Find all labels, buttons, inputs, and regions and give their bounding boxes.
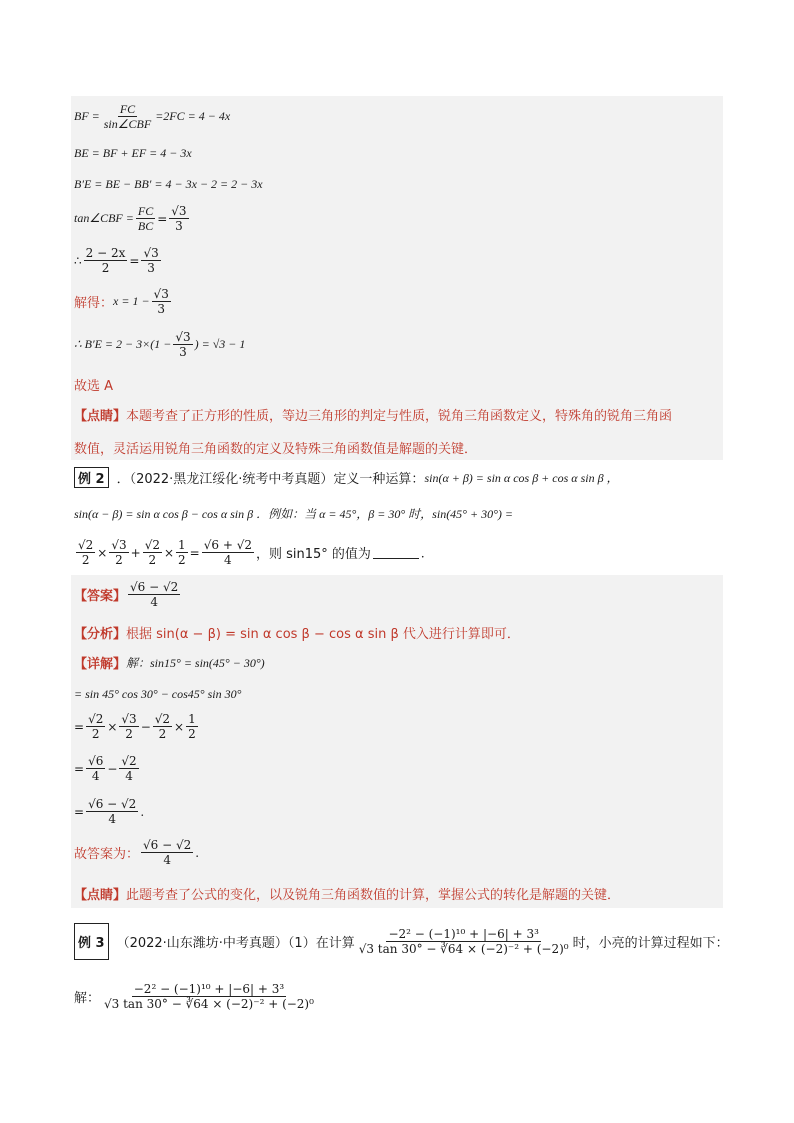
line-final: ∴ B′E = 2 − 3×(1 − $\frac{√3}{3}$ ) = √3 − 1 bbox=[74, 330, 246, 359]
example2-formula2: sin(α − β) = sin α cos β − cos α sin β ．例如：当 α = 45°，β = 30° 时，sin(45° + 30°) = bbox=[74, 507, 513, 521]
comment-1b: 数值，灵活运用锐角三角函数的定义及特殊三角函数值是解题的关键． bbox=[74, 442, 478, 457]
fraction: $\frac{FC}{\text{sin∠CBF}}$ bbox=[103, 102, 152, 131]
example3-solution: 解： $\frac{\text{−2² − (−1)¹⁰ + |−6| + 3³}}{\text{√3 tan 30° − ∛64 × (−2)⁻² + (−2)⁰}}$ bbox=[74, 982, 314, 1011]
example3-header: 例 3 （2022·山东潍坊·中考真题）（1）在计算 $\frac{\text{−2² − (−1)¹⁰ + |−6| + 3³}}{\text{√3 tan 30° − ∛64 × (−2)⁻² + (−2)⁰}}$ 时，小亮的计算过程如下： bbox=[74, 923, 729, 960]
comment-1: 【点睛】 本题考查了正方形的性质，等边三角形的判定与性质，锐角三角函数定义，特殊角的锐角三角函 bbox=[74, 409, 673, 424]
line-bpe: B′E = BE − BB′ = 4 − 3x − 2 = 2 − 3x bbox=[74, 177, 263, 191]
therefore-2: 故答案为： $\frac{√6 - √2}{4}$ . bbox=[74, 838, 200, 867]
step-4: = $\frac{√6 - √2}{4}$ . bbox=[74, 797, 145, 826]
analysis-2: 【分析】 根据 sin(α − β) = sin α cos β − cos α sin β 代入进行计算即可． bbox=[74, 627, 520, 642]
example2-example: $\frac{√2}{2}$ × $\frac{√3}{2}$ + $\frac{√2}{2}$ × $\frac{1}{2}$ = $\frac{√6 + √2}{4}$ ，则 sin15° 的值为 ． bbox=[78, 538, 433, 567]
detail-2: 【详解】 解：sin15° = sin(45° − 30°) bbox=[74, 656, 265, 672]
step-3: = $\frac{√6}{4}$ − $\frac{√2}{4}$ bbox=[74, 754, 137, 783]
comment-2: 【点睛】 此题考查了公式的变化，以及锐角三角函数值的计算，掌握公式的转化是解题的关键． bbox=[74, 888, 621, 903]
line-bf: BF = $\frac{FC}{\text{sin∠CBF}}$ =2FC = 4 − 4x bbox=[74, 102, 231, 131]
line-tan: tan∠CBF = $\frac{FC}{BC}$ = $\frac{√3}{3}$ bbox=[74, 204, 187, 233]
step-1: = sin 45° cos 30° − cos45° sin 30° bbox=[74, 687, 242, 701]
answer-blank bbox=[373, 546, 419, 559]
choose-answer: 故选 A bbox=[74, 379, 114, 394]
line-solve: 解得： x = 1 − $\frac{√3}{3}$ bbox=[74, 287, 169, 316]
line-equation: ∴ $\frac{2 - 2x}{2}$ = $\frac{√3}{3}$ bbox=[74, 246, 159, 275]
example2-header: 例 2 ．（2022·黑龙江绥化·统考中考真题）定义一种运算： sin(α + β) = sin α cos β + cos α sin β ， bbox=[74, 467, 619, 488]
line-be: BE = BF + EF = 4 − 3x bbox=[74, 146, 192, 160]
answer-2: 【答案】 $\frac{√6 - √2}{4}$ bbox=[74, 580, 179, 609]
step-2: = $\frac{√2}{2}$ × $\frac{√3}{2}$ − $\frac{√2}{2}$ × $\frac{1}{2}$ bbox=[74, 712, 196, 741]
